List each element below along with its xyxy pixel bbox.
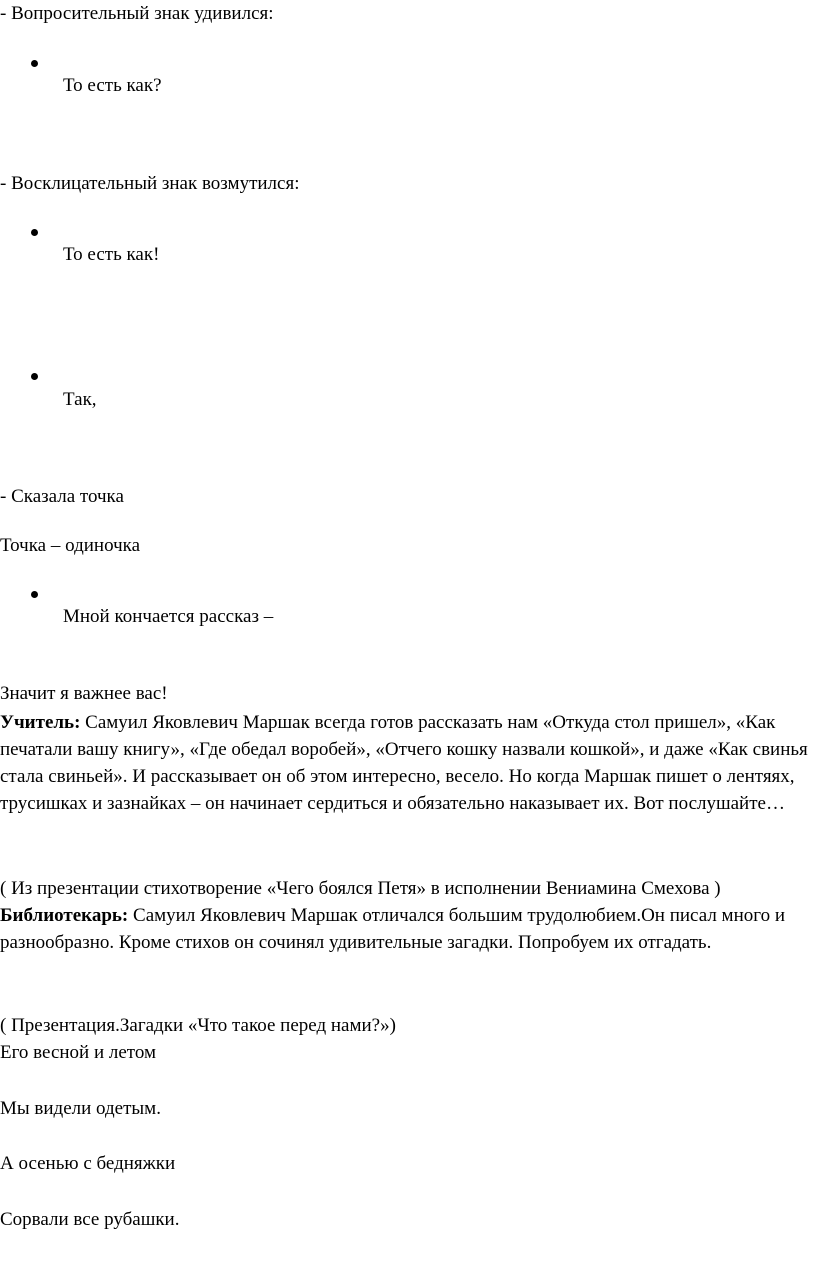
riddle-line-4: Сорвали все рубашки. bbox=[0, 1209, 180, 1230]
presentation-note-1: ( Из презентации стихотворение «Чего боялся Петя» в исполнении Вениамина Смехова ) bbox=[0, 878, 721, 899]
point-alone: Точка – одиночка bbox=[0, 535, 141, 556]
teacher-text: Самуил Яковлевич Маршак всегда готов рассказать нам «Откуда стол пришел», «Как печатали вашу книгу», «Где обедал воробей», «Отчего кошку назвали кошкой», и даже «Как свинья стала свиньей». И рассказывает он об этом интересно, весело. Но когда Маршак пишет о лентяях, трусишках и зазнайках – он начинает сердиться и обязательно наказывает их. Вот послушайте… bbox=[0, 712, 808, 814]
exclaim-intro: - Восклицательный знак возмутился: bbox=[0, 173, 300, 194]
question-intro: - Вопросительный знак удивился: bbox=[0, 3, 274, 24]
bullet-icon bbox=[31, 60, 38, 67]
bullet-icon bbox=[31, 591, 38, 598]
teacher-speaker: Учитель: bbox=[0, 712, 81, 733]
librarian-speaker: Библиотекарь: bbox=[0, 905, 129, 926]
comma-item: Так, bbox=[63, 389, 97, 410]
point-said: - Сказала точка bbox=[0, 486, 124, 507]
librarian-text: Самуил Яковлевич Маршак отличался большим трудолюбием.Он писал много и разнообразно. Кроме стихов он сочинял удивительные загадки. Попробуем их отгадать. bbox=[0, 905, 785, 953]
bullet-icon bbox=[31, 229, 38, 236]
riddle-line-1: Его весной и летом bbox=[0, 1042, 157, 1063]
teacher-paragraph bbox=[0, 709, 814, 817]
riddle-line-2: Мы видели одетым. bbox=[0, 1098, 161, 1119]
point-final: Значит я важнее вас! bbox=[0, 683, 168, 704]
presentation-note-2: ( Презентация.Загадки «Что такое перед нами?») bbox=[0, 1015, 396, 1036]
exclaim-item: То есть как! bbox=[63, 244, 160, 265]
riddle-line-3: А осенью с бедняжки bbox=[0, 1153, 176, 1174]
bullet-icon bbox=[31, 373, 38, 380]
question-item: То есть как? bbox=[63, 75, 162, 96]
librarian-paragraph bbox=[0, 902, 814, 956]
point-item: Мной кончается рассказ – bbox=[63, 606, 274, 627]
